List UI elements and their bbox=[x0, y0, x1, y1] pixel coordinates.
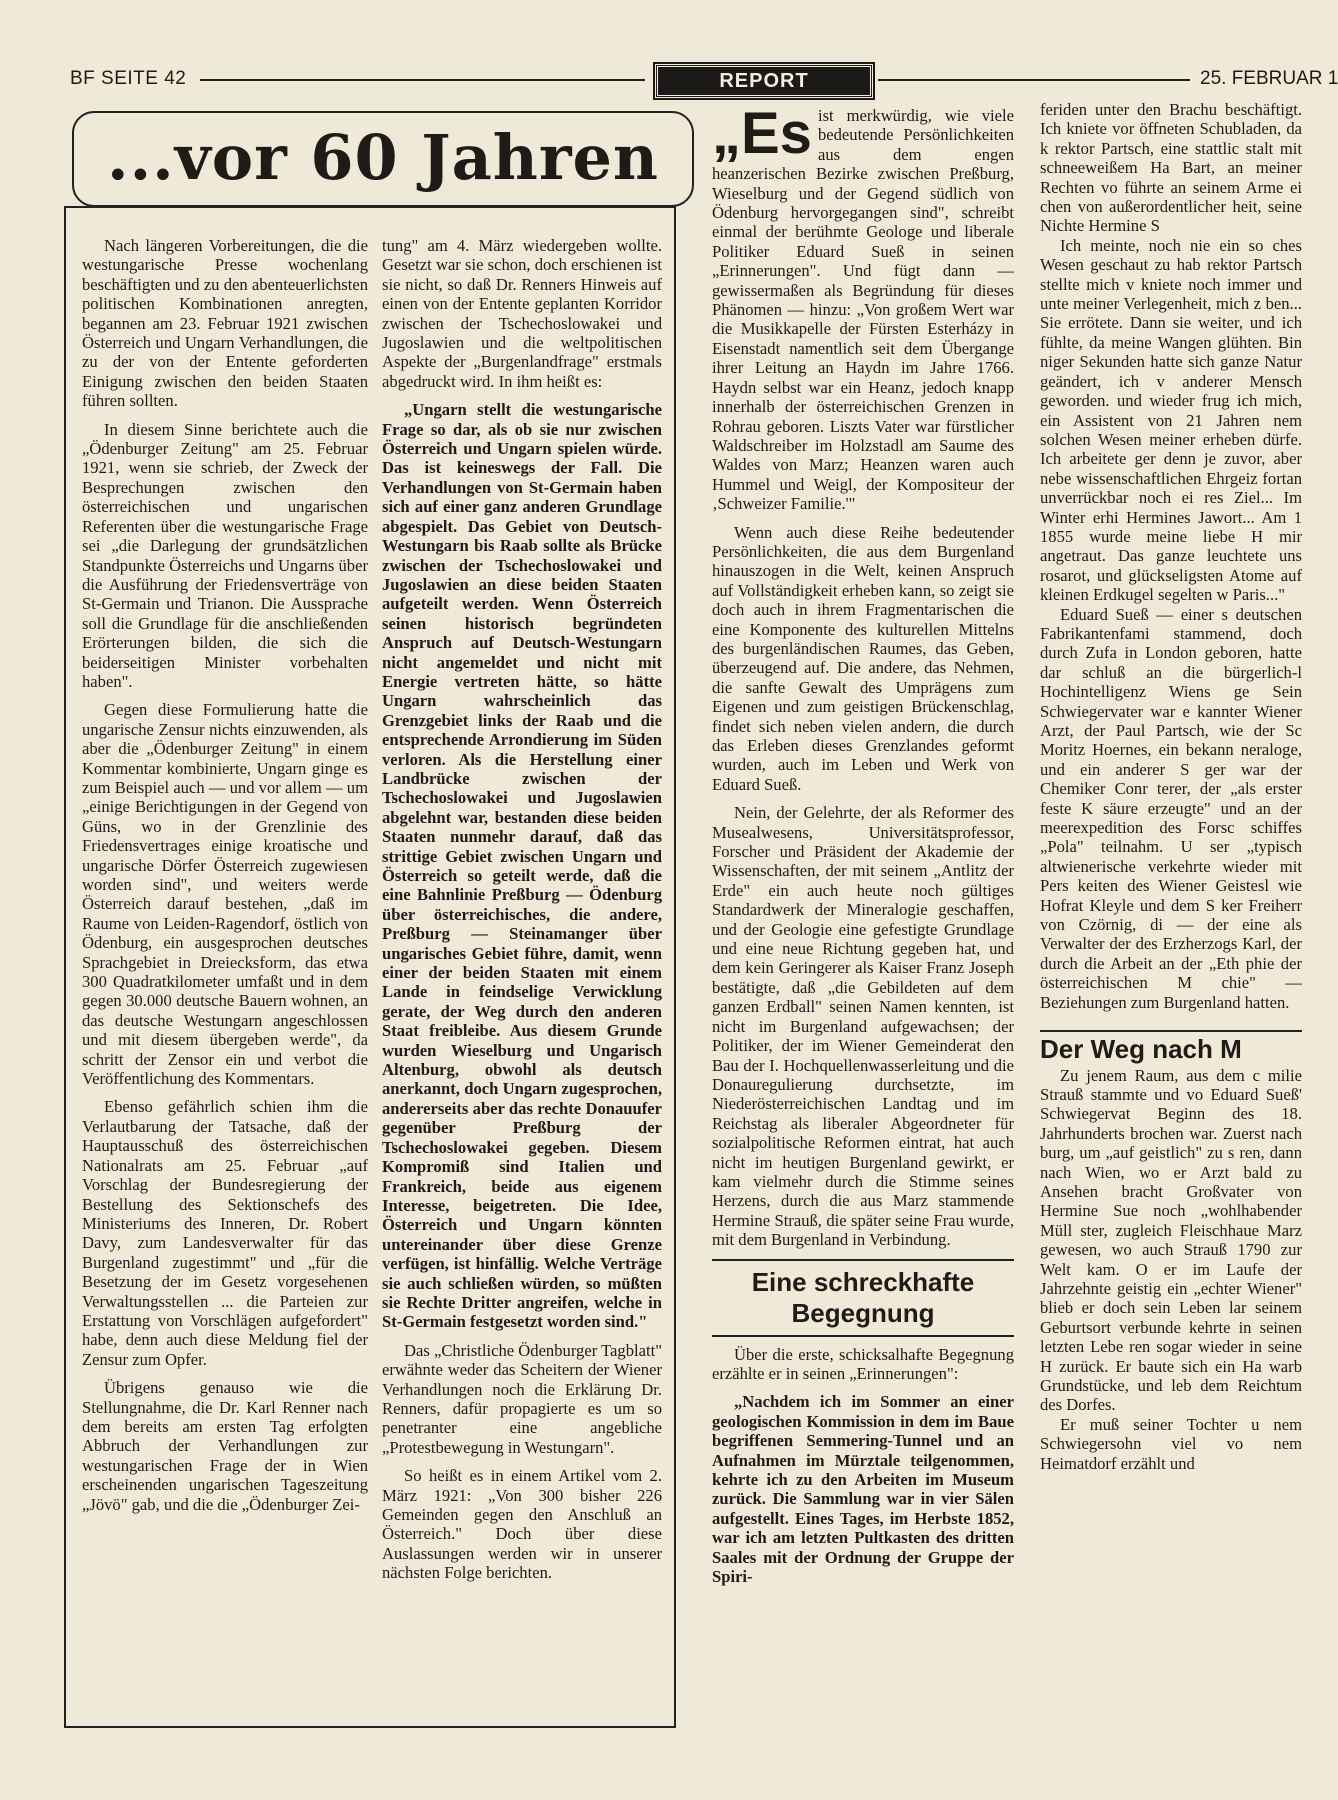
issue-date: 25. FEBRUAR 1 bbox=[1200, 68, 1338, 89]
col4-paragraph: Zu jenem Raum, aus dem c milie Strauß stammte und vo Eduard Sueß' Schwiegervat Beginn des 18. Jahrhunderts brochen war. Zuerst nach burg, um „auf geistlich" zu s ren, dann nach Wien, wo er Arzt bald zu Ansehen bracht Großvater von Hermine Sue noch „wohlhabender Müll ster, zugleich Fleischhaue Marz gewesen, wo auch Strauß 1790 zur Welt kam. O er im Laufe der Jahrzehnte geistig ein „echter Wiener" blieb er doch sein Leben lar seinem Geburtsort verbunde kehrte in seinen letzten Lebe ren sogar wieder in seine H zurück. Er baute sich ein Ha warb Grundstücke, und leb dem Reichtum des Dorfes. bbox=[1040, 1065, 1302, 1415]
subheading-2: Der Weg nach M bbox=[1040, 1030, 1302, 1059]
col3-intro-text: ist merkwürdig, wie viele bedeutende Persönlichkeiten aus dem engen heanzerischen Bezirke zwischen Preßburg, Wieselburg und der Gegend südlich von Ödenburg hervorgegangen sind", schreibt einmal der berühmte Geologe und liberale Politiker Eduard Sueß in seinen „Erinnerungen". Und fügt dann — gewissermaßen als Begründung für dieses Phänomen — hinzu: „Von großem Wert war die Musikkapelle der Fürsten Esterházy in Eisenstadt namentlich seit dem Übergange ihrer Leitung an Haydn im Jahre 1766. Haydn selbst war ein Heanz, jedoch knapp innerhalb der österreichischen Grenzen in Rohrau geboren. Liszts Vater war fürstlicher Waldschreiber im Holzstadl am Saume des Waldes von Marz; Heanzen waren auch Hummel und Weigl, der Kompositeur der ‚Schweizer Familie.'" bbox=[712, 106, 1014, 514]
col3-paragraph: Nein, der Gelehrte, der als Reformer des Musealwesens, Universitätsprofessor, Forscher und Präsident der Akademie der Wissenschaften, der mit seinem „Antlitz der Erde" ein auch heute noch gültiges Standardwerk der Mineralogie geschaffen, und der Geologie eine gefestigte Grundlage und eine neue Richtung gegeben hat, und dem kein Geringerer als Kaiser Franz Joseph bestätigte, daß „die Gebildeten auf dem ganzen Erdball" seinen Namen kennten, ist nicht im Burgenland aufgewachsen; der Politiker, der im Wiener Gemeinderat den Bau der I. Hochquellenwasserleitung und die Donauregulierung durchsetzte, im Niederösterreichischen Landtag und im Reichstag als liberaler Abgeordneter für sozialpolitische Reformen eintrat, hat auch nicht im heutigen Burgenland gewirkt, er kam vielmehr durch die Stimme seines Herzens, durch die aus Marz stammende Hermine Strauß, die später seine Frau wurde, mit dem Burgenland in Verbindung. bbox=[712, 803, 1014, 1250]
col3-paragraph: Wenn auch diese Reihe bedeutender Persönlichkeiten, die aus dem Burgenland hinauszogen in die Welt, keinen Anspruch auf Vollständigkeit erheben kann, so zeigt sie doch auch in ihrem Fragmentarischen die eine Komponente des kulturellen Mittelns des burgenländischen Raumes, das Geben, überzeugend auf. Die andere, das Nehmen, die sanfte Gewalt des Umprägens zum Eigenen und zum geistigen Brückenschlag, findet sich neben vielen andern, die durch das Erleben dieses Grenzlandes geformt wurden, auch im Leben und Werk von Eduard Sueß. bbox=[712, 522, 1014, 794]
erinnerungen-quote: „Nachdem ich im Sommer an einer geologischen Kommission in dem im Baue begriffenen Semmering-Tunnel und an Aufnahmen im Mürztale teilgenommen, kehrte ich zu den Arbeiten im Museum zurück. Die Sammlung war in vier Sälen aufgestellt. Eines Tages, im Herbste 1852, war ich am letzten Pultkasten des dritten Saales mit der Ordnung der Gruppe der Spiri- bbox=[712, 1392, 1014, 1587]
renner-quote: „Ungarn stellt die westungarische Frage so dar, als ob sie nur zwischen Österreich und Ungarn spielen würde. Das ist keineswegs der Fall. Die Verhandlungen von St-Germain haben sich auf einer ganz anderen Grundlage abgespielt. Das Gebiet von Deutsch-Westungarn bis Raab sollte als Brücke zwischen der Tschechoslowakei und Jugoslawien an diese beiden Staaten aufgeteilt werden. Wenn Österreich seinen historisch begründeten Anspruch auf Deutsch-Westungarn nicht angemeldet und nicht mit Energie vertreten hätte, so hätte Ungarn wahrscheinlich das Grenzgebiet links der Raab und die entsprechende Arrondierung im Süden verloren. Als die Herstellung einer Landbrücke zwischen der Tschechoslowakei und Jugoslawien abgelehnt war, bestanden diese beiden Staaten nunmehr darauf, daß das strittige Gebiet zwischen Ungarn und Österreich so geteilt werde, daß die eine Bahnlinie Preßburg — Ödenburg über österreichisches, die andere, Preßburg — Steinamanger über ungarisches Gebiet führe, damit, wenn einer der beiden Staaten mit einem Lande in feindselige Verwicklung gerate, der Weg durch den anderen Staat freibleibe. Aus diesem Grunde wurden Wieselburg und Ungarisch Altenburg, obwohl als deutsch anerkannt, doch Ungarn zugesprochen, andererseits aber das rechte Donauufer gegenüber Preßburg der Tschechoslowakei gegeben. Diesem Kompromiß sind Italien und Frankreich, beide aus eigenem Interesse, beigetreten. Die Idee, Österreich und Ungarn könnten untereinander über diese Grenze verfügen, ist hinfällig. Welche Verträge sie auch schließen würden, so müßten sie Rechte Dritter angreifen, welche in St-Germain festgesetzt worden sind." bbox=[382, 400, 662, 1332]
subheading-rule-bottom bbox=[712, 1335, 1014, 1337]
col1-paragraph: In diesem Sinne berichtete auch die „Ödenburger Zeitung" am 25. Februar 1921, wenn sie schrieb, der Zweck der Besprechungen zwischen den österreichischen und ungarischen Referenten über die westungarische Frage sei „die Darlegung der grundsätzlichen Standpunkte Österreichs und Ungarns über die Ausführung der Friedensverträge von St-Germain und Trianon. Die Aussprache soll die Grundlage für die anschließenden Erörterungen bilden, die sich die beiderseitigen Minister vorbehalten haben". bbox=[82, 419, 368, 691]
page-number-label: BF SEITE 42 bbox=[70, 68, 187, 89]
col1-paragraph: Ebenso gefährlich schien ihm die Verlautbarung der Tatsache, daß der Hauptausschuß des österreichischen Nationalrats am 25. Februar „auf Vorschlag der Bundesregierung der Bestellung des Sektionschefs des Ministeriums des Inneren, Dr. Robert Davy, zum Landesverwalter für das Burgenland zugestimmt" und „für die Besetzung der im Gesetz vorgesehenen Verwaltungsstellen ... die Parteien zur Erstattung von Vorschlägen aufgefordert" habe, denn auch diese Meldung fiel der Zensur zum Opfer. bbox=[82, 1097, 368, 1369]
col2-paragraph: So heißt es in einem Artikel vom 2. März 1921: „Von 300 bisher 226 Gemeinden gegen den Anschluß an Österreich." Doch über diese Auslassungen werden wir in unserer nächsten Folge berichten. bbox=[382, 1466, 662, 1583]
drop-cap: „Es bbox=[712, 101, 812, 166]
column-2 bbox=[382, 236, 662, 1592]
col1-paragraph: Übrigens genauso wie die Stellungnahme, die Dr. Karl Renner nach dem bereits am ersten Tag erfolgten Abbruch der Verhandlungen zur westungarischen Frage der in Wien erscheinenden ungarischen Tageszeitung „Jövö" gab, und die die „Ödenburger Zei- bbox=[82, 1378, 368, 1514]
page-header bbox=[70, 64, 1338, 96]
col3-intro bbox=[712, 101, 1014, 514]
col4-paragraph: Er muß seiner Tochter u nem Schwiegersohn viel vo nem Heimatdorf erzählt und bbox=[1040, 1414, 1302, 1473]
subheading: Eine schreckhafte Begegnung bbox=[751, 1266, 975, 1328]
col4-paragraph: Eduard Sueß — einer s deutschen Fabrikantenfami stammend, doch durch Zufa in London geboren, hatte dar schluß an die bürgerlich-l Hochintelligenz Wiens ge Sein Schwiegervater war e kannter Wiener Arzt, der Paul Partsch, wie der Sc Moritz Hoernes, ein bekann neraloge, und ein anderer S ger war der Chemiker Conr terer, der „als erster feste K säure erzeugte" und an der meerexpedition des Forsc schiffes „Pola" teilnahm. U ser „typisch altwienerische verkehrte wieder mit Pers keiten des Wiener Geistesl wie Hofrat Kleyle und dem S ker Freiherr von Czörnig, di — der eine als Verwalter der des Erzherzogs Karl, der durch die Arbeit an der „Eth phie der österreichischen M chie" — Beziehungen zum Burgenland hatten. bbox=[1040, 604, 1302, 1012]
article-title-box bbox=[72, 111, 694, 207]
article-title: ...vor 60 Jahren bbox=[106, 121, 660, 194]
col1-paragraph: Gegen diese Formulierung hatte die ungarische Zensur nichts einzuwenden, als aber die „Ödenburger Zeitung" in einem Kommentar kombinierte, Ungarn ginge es zum Beispiel auch — und vor allem — um „einige Berichtigungen in der Gegend von Güns, wo in der Grenzlinie des Friedensvertrages einige kroatische und ungarische Dörfer Österreich zugewiesen worden sind", und weiters werde Österreich darauf bestehen, „daß im Raume von Leiden-Ragendorf, östlich von Ödenburg, ein ausgesprochen deutsches Sprachgebiet in Dreiecksform, das etwa 300 Quadratkilometer umfaßt und in dem gegen 30.000 deutsche Bauern wohnen, an das deutsche Westungarn angeschlossen und mit diesem übergeben werde", da schritt der Zensor ein und verbot die Veröffentlichung des Kommentars. bbox=[82, 700, 368, 1089]
col3-paragraph: Über die erste, schicksalhafte Begegnung erzählte er in seinen „Erinnerungen": bbox=[712, 1344, 1014, 1383]
col2-paragraph: Das „Christliche Ödenburger Tagblatt" erwähnte weder das Scheitern der Wiener Verhandlungen noch die Erklärung Dr. Renners, dafür propagierte es um so penetranter eine angebliche „Protestbewegung in Westungarn". bbox=[382, 1340, 662, 1457]
col4-paragraph: feriden unter den Brachu beschäftigt. Ich kniete vor öffneten Schubladen, da k rektor Partsch, eine stattlic stalt mit schneeweißem Ha Bart, an meiner Rechten vo führte an seinem Arme ei chen von außerordentlicher heit, seine Nichte Hermine S bbox=[1040, 100, 1302, 236]
column-3 bbox=[712, 101, 1014, 1595]
column-1 bbox=[82, 236, 368, 1523]
section-label: REPORT bbox=[655, 64, 873, 98]
col2-paragraph: tung" am 4. März wiedergeben wollte. Gesetzt war sie schon, doch erschienen ist sie nicht, so daß Dr. Renners Hinweis auf einen von der Entente geplanten Korridor zwischen der Tschechoslowakei und Jugoslawien und die weltpolitischen Aspekte der „Burgenlandfrage" erstmals abgedruckt wird. In ihm heißt es: bbox=[382, 236, 662, 391]
header-rule-right bbox=[878, 79, 1190, 81]
col1-paragraph: Nach längeren Vorbereitungen, die die westungarische Presse wochenlang beschäftigten und zu den abenteuerlichsten politischen Kombinationen anregten, begannen am 23. Februar 1921 zwischen Österreich und Ungarn Verhandlungen, die zu der von der Entente geforderten Einigung zwischen den beiden Staaten führen sollten. bbox=[82, 236, 368, 411]
header-rule-left bbox=[200, 79, 645, 81]
column-4 bbox=[1040, 100, 1302, 1473]
col4-paragraph: Ich meinte, noch nie ein so ches Wesen geschaut zu hab rektor Partsch stellte mich v kniete noch immer und unte meiner Verlegenheit, mich z ben... Sie errötete. Dann sie weiter, und ich fühlte, da meine Wangen glühten. Bin niger Sekunden hatte sich ganze Natur geändert, ich v anderer Mensch geworden. und wieder frug ich mich, ein Assistent von 21 Jahren nem solchen Wesen meiner erheben dürfe. Ich arbeitete ger denn je zuvor, aber nebe wissenschaftlichen Ehrgeiz fortan unverrückbar noch ei res Ziel... Im Winter erhi Hermines Jawort... Am 1 1855 wurde meine liebe H mir angetraut. Das ganze leuchtete uns rosarot, und glückseligsten Atome auf kleinen Erdkugel segelten w Paris..." bbox=[1040, 235, 1302, 605]
column-4-cropped bbox=[1040, 100, 1302, 1800]
